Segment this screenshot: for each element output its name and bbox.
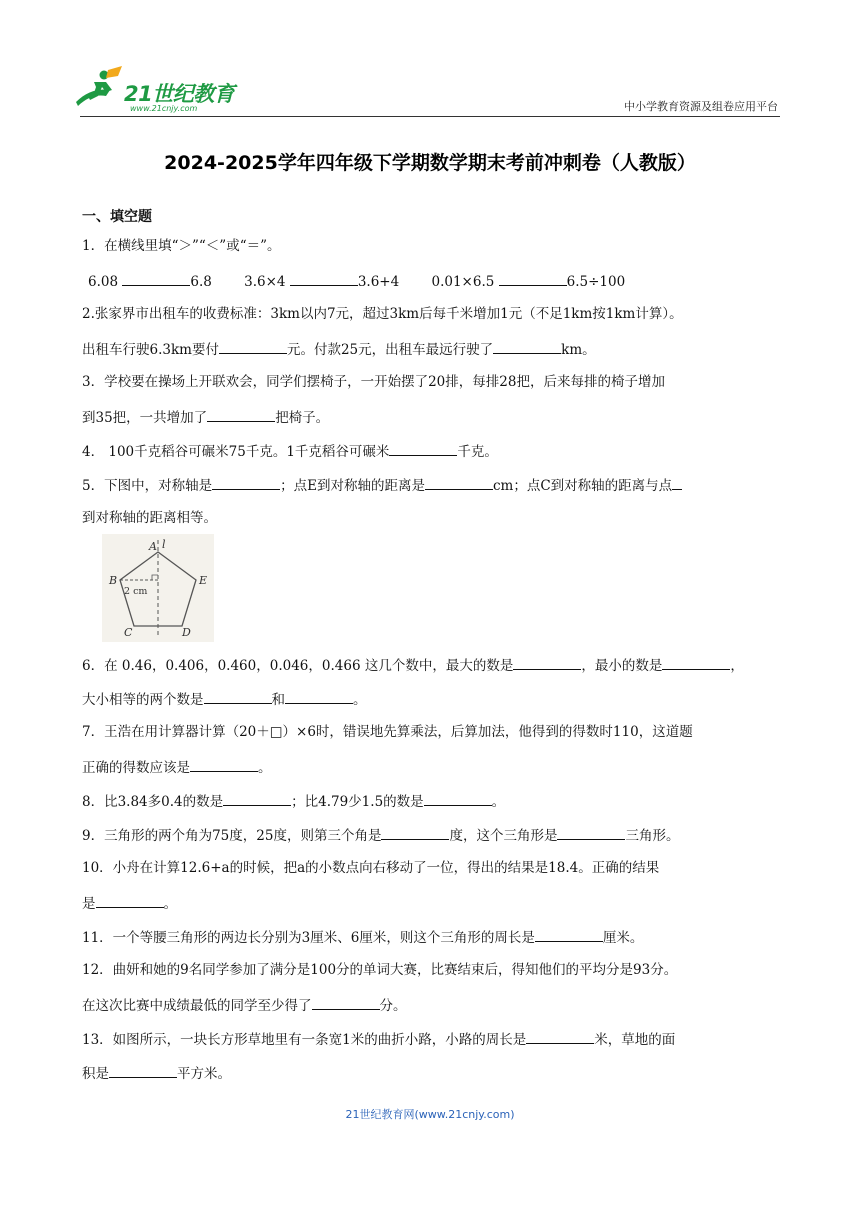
question-1-prompt: 1．在横线里填“＞”“＜”或“＝”。 — [82, 238, 281, 254]
platform-name: 中小学教育资源及组卷应用平台 — [624, 100, 778, 113]
answer-blank[interactable] — [526, 1028, 594, 1044]
answer-blank[interactable] — [389, 440, 457, 456]
question-3-line-2: 到35把，一共增加了 把椅子。 — [82, 406, 329, 428]
runner-logo-icon — [72, 66, 128, 112]
question-12-line-2: 在这次比赛中成绩最低的同学至少得了 分。 — [82, 994, 407, 1016]
answer-blank[interactable] — [672, 474, 682, 490]
answer-blank[interactable] — [207, 406, 275, 422]
question-12-line-1: 12．曲妍和她的9名同学参加了满分是100分的单词大赛，比赛结束后，得知他们的平均分是93分。 — [82, 962, 678, 978]
answer-blank[interactable] — [424, 790, 492, 806]
answer-blank[interactable] — [425, 474, 493, 490]
footer-link[interactable]: 21世纪教育网(www.21cnjy.com) — [345, 1108, 515, 1121]
logo-url-text: www.21cnjy.com — [130, 104, 198, 113]
label-b: B — [109, 574, 118, 587]
question-2-line-2: 出租车行驶6.3km要付 元。付款25元，出租车最远行驶了 km。 — [82, 338, 596, 360]
answer-blank[interactable] — [312, 994, 380, 1010]
answer-blank[interactable] — [381, 824, 449, 840]
answer-blank[interactable] — [662, 654, 730, 670]
answer-blank[interactable] — [109, 1062, 177, 1078]
logo-brand-text: 21世纪教育 — [124, 82, 235, 106]
question-7-line-2: 正确的得数应该是 。 — [82, 756, 272, 778]
answer-blank[interactable] — [493, 338, 561, 354]
question-9: 9．三角形的两个角为75度，25度，则第三个角是 度，这个三角形是 三角形。 — [82, 824, 679, 846]
question-13-line-1: 13．如图所示，一块长方形草地里有一条宽1米的曲折小路，小路的周长是 米，草地的面 — [82, 1028, 675, 1050]
answer-blank[interactable] — [499, 270, 567, 286]
answer-blank[interactable] — [204, 688, 272, 704]
question-11: 11．一个等腰三角形的两边长分别为3厘米、6厘米，则这个三角形的周长是 厘米。 — [82, 926, 643, 948]
answer-blank[interactable] — [535, 926, 603, 942]
answer-blank[interactable] — [96, 892, 164, 908]
question-8: 8．比3.84多0.4的数是 ；比4.79少1.5的数是 。 — [82, 790, 505, 812]
label-length: 2 cm — [124, 586, 148, 597]
answer-blank[interactable] — [557, 824, 625, 840]
label-a: A — [149, 540, 157, 553]
answer-blank[interactable] — [212, 474, 280, 490]
answer-blank[interactable] — [190, 756, 258, 772]
answer-blank[interactable] — [513, 654, 581, 670]
question-3-line-1: 3．学校要在操场上开联欢会，同学们摆椅子，一开始摆了20排，每排28把，后来每排的椅子增加 — [82, 374, 665, 390]
question-2-line-1: 2.张家界市出租车的收费标准：3km以内7元，超过3km后每千米增加1元（不足1km按1km计算）。 — [82, 306, 683, 322]
pentagon-diagram — [102, 534, 214, 642]
question-1-items: 6.08 6.8 3.6×4 3.6+4 0.01×6.5 6.5÷100 — [88, 270, 625, 292]
question-5-line-2: 到对称轴的距离相等。 — [82, 510, 217, 526]
site-logo[interactable] — [72, 66, 252, 116]
label-d: D — [182, 626, 191, 639]
label-c: C — [124, 626, 133, 639]
question-13-line-2: 积是 平方米。 — [82, 1062, 231, 1084]
question-10-line-2: 是 。 — [82, 892, 177, 914]
answer-blank[interactable] — [122, 270, 190, 286]
section-heading: 一、填空题 — [82, 209, 152, 225]
question-7-line-1: 7．王浩在用计算器计算（20＋□）×6时，错误地先算乘法，后算加法，他得到的得数时110，这道题 — [82, 724, 693, 740]
question-5-line-1: 5．下图中，对称轴是 ；点E到对称轴的距离是 cm；点C到对称轴的距离与点 — [82, 474, 682, 496]
header-divider — [80, 116, 780, 117]
question-6-line-1: 6．在 0.46，0.406，0.460，0.046，0.466 这几个数中，最大的数是 ，最小的数是 ， — [82, 654, 744, 676]
question-4: 4． 100千克稻谷可碾米75千克。1千克稻谷可碾米 千克。 — [82, 440, 498, 462]
label-l: l — [162, 538, 166, 551]
answer-blank[interactable] — [290, 270, 358, 286]
pentagon-figure — [102, 534, 214, 642]
answer-blank[interactable] — [223, 790, 291, 806]
answer-blank[interactable] — [219, 338, 287, 354]
answer-blank[interactable] — [285, 688, 353, 704]
exam-title: 2024-2025学年四年级下学期数学期末考前冲刺卷（人教版） — [164, 152, 696, 174]
question-6-line-2: 大小相等的两个数是 和 。 — [82, 688, 367, 710]
label-e: E — [199, 574, 208, 587]
question-10-line-1: 10．小舟在计算12.6+a的时候，把a的小数点向右移动了一位，得出的结果是18.4。正确的结果 — [82, 860, 660, 876]
